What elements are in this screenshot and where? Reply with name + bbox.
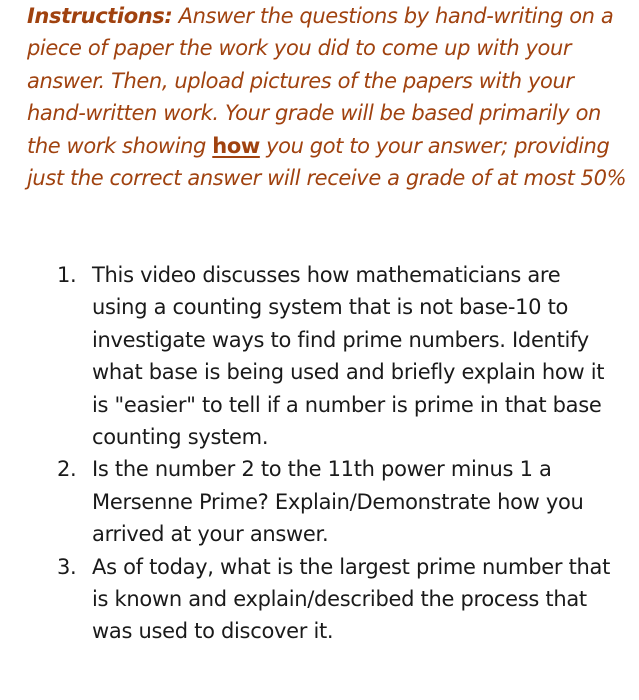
question-number: 3. xyxy=(57,554,77,579)
question-number: 1. xyxy=(57,263,77,287)
instructions-lead: Instructions: xyxy=(27,4,173,28)
instructions-paragraph xyxy=(27,0,627,194)
question-item-3 xyxy=(57,551,617,648)
instructions-emphasis: how xyxy=(212,133,260,158)
question-item-1 xyxy=(57,259,617,453)
question-text: As of today, what is the largest prime number that is known and explain/described the process that was used to discover it. xyxy=(92,554,611,644)
instructions-text-after: you got to your answer; providing just the correct answer will receive a grade of at most 50% xyxy=(27,133,627,191)
question-item-2 xyxy=(57,453,617,550)
question-text: This video discusses how mathematicians are using a counting system that is not base-10 to investigate ways to find prime numbers. Identify what base is being used and briefly explain how it is "easier" to tell if a number is prime in that base counting system. xyxy=(92,263,605,450)
instructions-text-before: Answer the questions by hand-writing on a piece of paper the work you did to come up with your answer. Then, upload pictures of the papers with your hand-written work. Your grade will be based primarily on the work showing xyxy=(27,4,614,158)
question-list xyxy=(57,259,617,648)
question-text: Is the number 2 to the 11th power minus 1 a Mersenne Prime? Explain/Demonstrate how you arrived at your answer. xyxy=(92,457,584,547)
question-number: 2. xyxy=(57,457,77,482)
